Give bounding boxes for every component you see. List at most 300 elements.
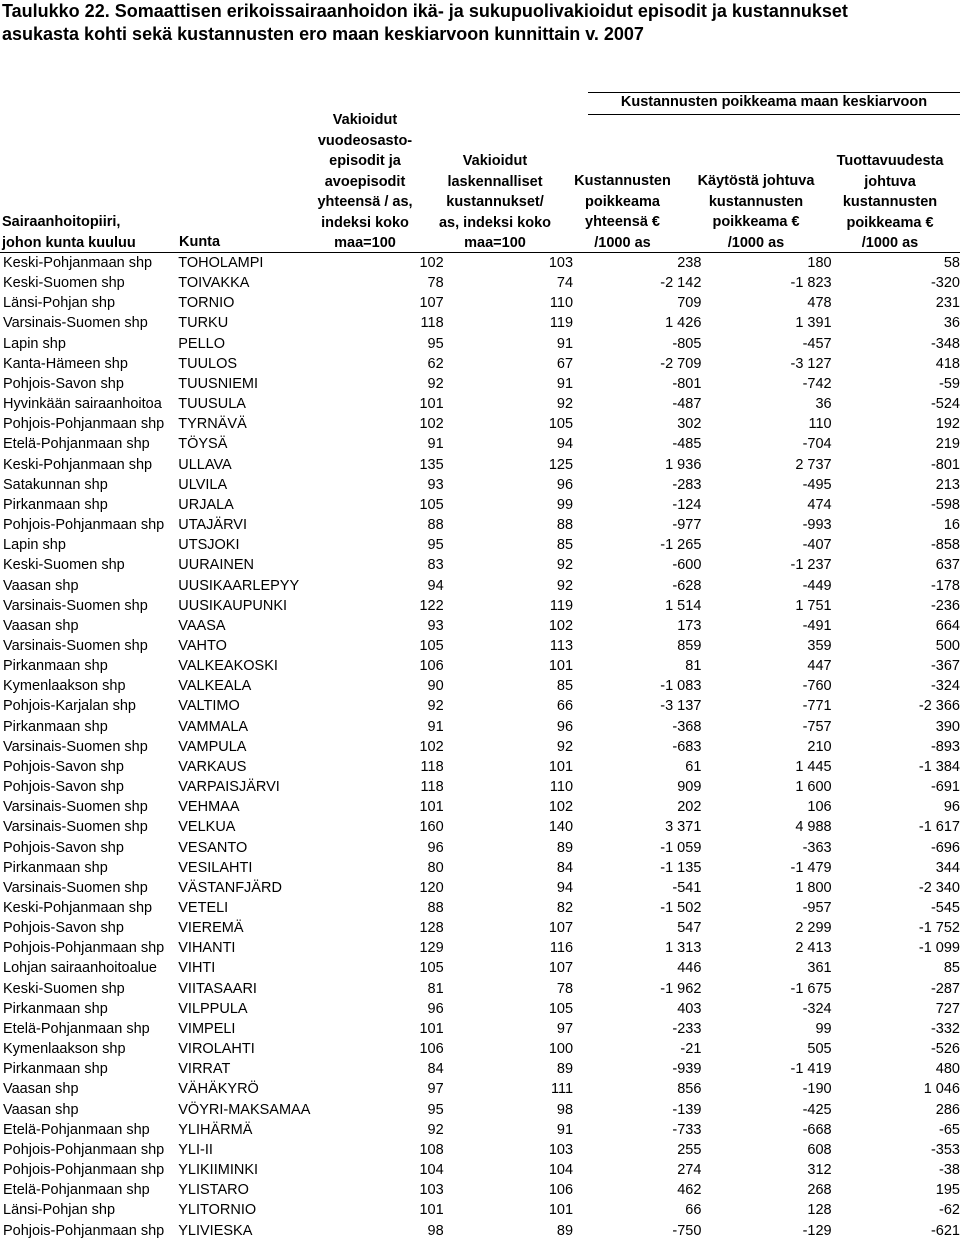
productivity-deviation-cell: -348 [930,335,960,352]
district-cell: Lohjan sairaanhoitoalue [3,960,157,977]
usage-deviation-cell: 359 [807,637,832,654]
municipality-cell: VILPPULA [178,1000,248,1017]
header-usage-deviation: Käytöstä johtuva kustannusten poikkeama € /1000 as [697,173,815,251]
municipality-cell: TOHOLAMPI [178,255,264,271]
total-deviation-cell: -1 059 [660,839,702,856]
episodes-index-cell: 83 [427,557,444,574]
municipality-cell: VESANTO [178,839,248,856]
table-row [0,1221,960,1241]
total-deviation-cell: 1 514 [665,597,702,614]
municipality-cell: ULVILA [178,476,228,493]
episodes-index-cell: 96 [427,1000,444,1017]
productivity-deviation-cell: -524 [930,396,960,413]
costs-index-cell: 140 [548,819,574,836]
episodes-index-cell: 106 [419,1041,444,1058]
usage-deviation-cell: -457 [802,335,832,352]
district-cell: Varsinais-Suomen shp [3,879,148,896]
district-cell: Pohjois-Savon shp [3,920,124,937]
table-row [0,1019,960,1039]
municipality-cell: VAASA [178,617,226,634]
district-cell: Varsinais-Suomen shp [3,799,148,816]
episodes-index-cell: 105 [419,496,444,513]
episodes-index-cell: 92 [427,375,444,392]
episodes-index-cell: 105 [419,960,444,977]
episodes-index-cell: 106 [419,658,444,675]
total-deviation-cell: 202 [677,799,702,816]
episodes-index-cell: 92 [427,698,444,715]
costs-index-cell: 67 [556,355,574,372]
productivity-deviation-cell: -178 [930,577,960,594]
district-cell: Pohjois-Savon shp [3,839,124,856]
district-cell: Länsi-Pohjan shp [3,1202,116,1219]
productivity-deviation-cell: 1 046 [923,1081,960,1098]
total-deviation-cell: 61 [685,758,702,775]
costs-index-cell: 105 [548,1000,574,1017]
table-row [0,676,960,696]
municipality-cell: TYRNÄVÄ [178,416,247,433]
district-cell: Lapin shp [3,537,66,554]
costs-index-cell: 103 [548,255,574,271]
district-cell: Etelä-Pohjanmaan shp [3,1121,150,1138]
productivity-deviation-cell: -287 [930,980,960,997]
costs-index-cell: 74 [556,275,574,292]
usage-deviation-cell: -449 [802,577,832,594]
costs-index-cell: 116 [549,940,574,957]
usage-deviation-cell: -425 [802,1101,832,1118]
header-district: Sairaanhoitopiiri, johon kunta kuuluu [2,214,136,251]
district-cell: Pohjois-Pohjanmaan shp [3,517,165,534]
table-row [0,1120,960,1140]
district-cell: Keski-Pohjanmaan shp [3,456,153,473]
total-deviation-cell: 547 [677,920,702,937]
productivity-deviation-cell: 390 [935,718,960,735]
productivity-deviation-cell: 16 [943,517,960,534]
total-deviation-cell: 3 371 [665,819,702,836]
table-row [0,434,960,454]
table-row [0,717,960,737]
usage-deviation-cell: -1 675 [790,980,832,997]
total-deviation-cell: 1 426 [665,315,702,332]
productivity-deviation-cell: 286 [935,1101,960,1118]
costs-index-cell: 89 [556,1222,574,1239]
usage-deviation-cell: 128 [807,1202,832,1219]
total-deviation-cell: -805 [672,335,702,352]
usage-deviation-cell: -742 [802,375,832,392]
district-cell: Pohjois-Savon shp [3,375,124,392]
total-deviation-cell: -1 502 [660,900,702,916]
costs-index-cell: 101 [548,658,574,675]
district-cell: Satakunnan shp [3,476,108,493]
productivity-deviation-cell: -65 [939,1121,960,1138]
usage-deviation-cell: 312 [807,1162,832,1179]
usage-deviation-cell: 478 [807,295,832,312]
costs-index-cell: 102 [548,617,574,634]
municipality-cell: VALKEALA [178,678,252,695]
municipality-cell: TOIVAKKA [178,275,250,292]
total-deviation-cell: -939 [672,1061,702,1078]
municipality-cell: VARKAUS [178,758,247,775]
productivity-deviation-cell: -38 [939,1162,960,1179]
episodes-index-cell: 103 [419,1182,444,1199]
usage-deviation-cell: -1 479 [790,859,832,876]
table-row [0,979,960,999]
episodes-index-cell: 101 [419,799,444,816]
district-cell: Pirkanmaan shp [3,1061,108,1078]
productivity-deviation-cell: 480 [935,1061,960,1078]
costs-index-cell: 94 [556,436,574,453]
episodes-index-cell: 62 [427,355,444,372]
episodes-index-cell: 92 [427,1121,444,1138]
table-row [0,757,960,777]
district-cell: Vaasan shp [3,617,79,634]
costs-index-cell: 96 [556,476,574,493]
total-deviation-cell: -139 [672,1101,702,1118]
total-deviation-cell: 709 [677,295,702,312]
district-cell: Kymenlaakson shp [3,1041,126,1058]
usage-deviation-cell: -129 [802,1222,832,1239]
total-deviation-cell: 859 [677,637,702,654]
productivity-deviation-cell: -2 340 [918,879,960,896]
productivity-deviation-cell: -1 099 [918,940,960,957]
episodes-index-cell: 108 [419,1141,444,1158]
district-cell: Pohjois-Pohjanmaan shp [3,416,165,433]
costs-index-cell: 106 [548,1182,574,1199]
table-row [0,838,960,858]
usage-deviation-cell: 2 413 [795,940,832,957]
episodes-index-cell: 84 [427,1061,444,1078]
costs-index-cell: 91 [556,1121,574,1138]
total-deviation-cell: -750 [672,1222,702,1239]
usage-deviation-cell: 361 [807,960,832,977]
municipality-cell: VESILAHTI [178,859,253,876]
municipality-cell: YLISTARO [178,1182,249,1199]
productivity-deviation-cell: -1 752 [918,920,960,937]
productivity-deviation-cell: 85 [943,960,960,977]
usage-deviation-cell: -1 419 [790,1061,832,1078]
total-deviation-cell: 255 [677,1141,702,1158]
costs-index-cell: 94 [556,879,574,896]
productivity-deviation-cell: -2 366 [918,698,960,715]
episodes-index-cell: 95 [427,537,444,554]
table-row [0,414,960,434]
episodes-index-cell: 101 [419,1202,444,1219]
productivity-deviation-cell: -1 617 [918,819,960,836]
table-row [0,858,960,878]
total-deviation-cell: -21 [680,1041,702,1058]
productivity-deviation-cell: -621 [930,1222,960,1239]
table-row [0,1160,960,1180]
episodes-index-cell: 129 [419,940,444,957]
episodes-index-cell: 81 [427,980,444,997]
episodes-index-cell: 88 [427,517,444,534]
usage-deviation-cell: -495 [802,476,832,493]
costs-index-cell: 107 [548,920,574,937]
total-deviation-cell: -283 [672,476,702,493]
total-deviation-cell: -1 962 [660,980,702,997]
table-row [0,999,960,1019]
total-deviation-cell: -233 [672,1020,702,1037]
district-cell: Pohjois-Pohjanmaan shp [3,1222,165,1239]
costs-index-cell: 119 [549,315,574,332]
table-row [0,1079,960,1099]
municipality-cell: YLITORNIO [178,1202,257,1219]
usage-deviation-cell: -771 [802,698,832,715]
usage-deviation-cell: 110 [808,416,832,433]
total-deviation-cell: 81 [685,658,702,675]
usage-deviation-cell: -760 [802,678,832,695]
episodes-index-cell: 102 [419,416,444,433]
costs-index-cell: 104 [548,1162,574,1179]
costs-index-cell: 103 [548,1141,574,1158]
municipality-cell: UTSJOKI [178,537,240,554]
municipality-cell: YLIKIIMINKI [178,1162,259,1179]
episodes-index-cell: 105 [419,637,444,654]
productivity-deviation-cell: -1 384 [918,758,960,775]
episodes-index-cell: 90 [427,678,444,695]
usage-deviation-cell: -757 [802,718,832,735]
episodes-index-cell: 91 [427,718,444,735]
costs-index-cell: 88 [556,517,574,534]
table-row [0,777,960,797]
municipality-cell: UUSIKAARLEPYY [178,577,300,594]
data-table [0,253,960,1241]
municipality-cell: VÖYRI-MAKSAMAA [178,1101,311,1118]
episodes-index-cell: 107 [419,295,444,312]
usage-deviation-cell: 1 600 [795,779,832,796]
district-cell: Hyvinkään sairaanhoitoa [3,396,162,413]
district-cell: Pohjois-Karjalan shp [3,698,136,715]
costs-index-cell: 125 [548,456,574,473]
municipality-cell: YLI-II [178,1141,213,1158]
usage-deviation-cell: -993 [802,517,832,534]
usage-deviation-cell: -704 [802,436,832,453]
productivity-deviation-cell: -858 [930,537,960,554]
total-deviation-cell: -485 [672,436,702,453]
table-row [0,696,960,716]
productivity-deviation-cell: 192 [935,416,960,433]
total-deviation-cell: -733 [672,1121,702,1138]
municipality-cell: PELLO [178,335,225,352]
usage-deviation-cell: 608 [807,1141,832,1158]
district-cell: Pohjois-Pohjanmaan shp [3,1162,165,1179]
total-deviation-cell: 238 [677,255,702,271]
usage-deviation-cell: -668 [802,1121,832,1138]
total-deviation-cell: -801 [672,375,702,392]
table-row [0,535,960,555]
table-row [0,1059,960,1079]
total-deviation-cell: -541 [672,879,702,896]
costs-index-cell: 113 [549,637,574,654]
costs-index-cell: 111 [551,1081,574,1098]
costs-index-cell: 98 [556,1101,574,1118]
municipality-cell: YLIVIESKA [178,1222,253,1239]
costs-index-cell: 107 [548,960,574,977]
table-row [0,515,960,535]
productivity-deviation-cell: -893 [930,738,960,755]
episodes-index-cell: 91 [427,436,444,453]
costs-index-cell: 96 [556,718,574,735]
total-deviation-cell: 173 [677,617,702,634]
productivity-deviation-cell: 219 [935,436,960,453]
municipality-cell: YLIHÄRMÄ [178,1121,253,1138]
total-deviation-cell: -600 [672,557,702,574]
table-row [0,455,960,475]
table-row [0,1180,960,1200]
episodes-index-cell: 104 [419,1162,444,1179]
table-row [0,636,960,656]
table-row [0,354,960,374]
total-deviation-cell: -1 083 [660,678,702,695]
district-cell: Pohjois-Pohjanmaan shp [3,1141,165,1158]
district-cell: Varsinais-Suomen shp [3,637,148,654]
total-deviation-cell: -368 [672,718,702,735]
cost-deviation-group-header: Kustannusten poikkeama maan keskiarvoon [588,92,960,115]
costs-index-cell: 92 [556,577,574,594]
table-row [0,1039,960,1059]
costs-index-cell: 101 [548,758,574,775]
municipality-cell: VIRRAT [178,1061,231,1078]
productivity-deviation-cell: 418 [935,355,960,372]
usage-deviation-cell: -363 [802,839,832,856]
total-deviation-cell: -124 [672,496,702,513]
district-cell: Pirkanmaan shp [3,718,108,735]
costs-index-cell: 110 [549,295,574,312]
episodes-index-cell: 96 [427,839,444,856]
district-cell: Etelä-Pohjanmaan shp [3,1182,150,1199]
page-title: Taulukko 22. Somaattisen erikoissairaanhoidon ikä- ja sukupuolivakioidut episodit ja kustannukset asukasta kohti sekä kustannusten ero maan keskiarvoon kunnittain v. 2007 [2,1,848,44]
costs-index-cell: 119 [549,597,574,614]
municipality-cell: VEHMAA [178,799,240,816]
total-deviation-cell: -628 [672,577,702,594]
table-row [0,1100,960,1120]
header-costs-index: Vakioidut laskennalliset kustannukset/ as, indeksi koko maa=100 [438,153,552,251]
costs-index-cell: 100 [548,1041,574,1058]
municipality-cell: VÄHÄKYRÖ [178,1081,259,1098]
productivity-deviation-cell: -324 [930,678,960,695]
usage-deviation-cell: 2 299 [795,920,832,937]
municipality-cell: TORNIO [178,295,235,312]
episodes-index-cell: 93 [427,617,444,634]
episodes-index-cell: 160 [419,819,444,836]
municipality-cell: VARPAISJÄRVI [178,779,280,796]
total-deviation-cell: 66 [685,1202,702,1219]
municipality-cell: VALKEAKOSKI [178,658,278,675]
productivity-deviation-cell: 58 [943,255,960,271]
total-deviation-cell: 302 [677,416,702,433]
municipality-cell: VAMPULA [178,738,247,755]
total-deviation-cell: -487 [672,396,702,413]
usage-deviation-cell: 268 [807,1182,832,1199]
district-cell: Pohjois-Savon shp [3,779,124,796]
district-cell: Pohjois-Pohjanmaan shp [3,940,165,957]
productivity-deviation-cell: -598 [930,496,960,513]
header-total-deviation: Kustannusten poikkeama yhteensä € /1000 as [574,173,671,251]
costs-index-cell: 92 [556,738,574,755]
district-cell: Vaasan shp [3,577,79,594]
productivity-deviation-cell: 96 [943,799,960,816]
usage-deviation-cell: 210 [807,738,832,755]
costs-index-cell: 92 [556,557,574,574]
costs-index-cell: 110 [549,779,574,796]
episodes-index-cell: 95 [427,335,444,352]
episodes-index-cell: 120 [419,879,444,896]
costs-index-cell: 85 [556,678,574,695]
district-cell: Pirkanmaan shp [3,658,108,675]
district-cell: Lapin shp [3,335,66,352]
district-cell: Etelä-Pohjanmaan shp [3,1020,150,1037]
costs-index-cell: 92 [556,396,574,413]
table-row [0,878,960,898]
productivity-deviation-cell: -801 [930,456,960,473]
costs-index-cell: 66 [556,698,574,715]
table-row [0,313,960,333]
table-row [0,273,960,293]
total-deviation-cell: -3 137 [660,698,702,715]
costs-index-cell: 89 [556,839,574,856]
municipality-cell: ULLAVA [178,456,232,473]
productivity-deviation-cell: 213 [935,476,960,493]
table-row [0,737,960,757]
total-deviation-cell: -1 135 [660,859,702,876]
district-cell: Kanta-Hämeen shp [3,355,128,372]
usage-deviation-cell: 505 [807,1041,832,1058]
total-deviation-cell: 446 [677,960,702,977]
productivity-deviation-cell: -332 [930,1020,960,1037]
productivity-deviation-cell: -320 [930,275,960,292]
productivity-deviation-cell: -696 [930,839,960,856]
episodes-index-cell: 88 [427,900,444,916]
usage-deviation-cell: 1 445 [795,758,832,775]
usage-deviation-cell: -491 [802,617,832,634]
district-cell: Keski-Pohjanmaan shp [3,255,153,271]
total-deviation-cell: -977 [672,517,702,534]
table-row [0,918,960,938]
costs-index-cell: 89 [556,1061,574,1078]
episodes-index-cell: 102 [419,738,444,755]
municipality-cell: VAHTO [178,637,227,654]
table-row [0,797,960,817]
episodes-index-cell: 118 [420,315,444,332]
episodes-index-cell: 128 [419,920,444,937]
productivity-deviation-cell: 195 [935,1182,960,1199]
usage-deviation-cell: 1 751 [795,597,832,614]
municipality-cell: TUUSULA [178,396,246,413]
episodes-index-cell: 98 [427,1222,444,1239]
costs-index-cell: 78 [556,980,574,997]
usage-deviation-cell: -1 823 [790,275,832,292]
district-cell: Länsi-Pohjan shp [3,295,116,312]
usage-deviation-cell: 106 [807,799,832,816]
episodes-index-cell: 101 [419,396,444,413]
total-deviation-cell: 462 [677,1182,702,1199]
table-row [0,817,960,837]
municipality-cell: VIMPELI [178,1020,236,1037]
table-row [0,938,960,958]
productivity-deviation-cell: 727 [935,1000,960,1017]
table-row [0,495,960,515]
usage-deviation-cell: -1 237 [790,557,832,574]
district-cell: Varsinais-Suomen shp [3,819,148,836]
usage-deviation-cell: 99 [815,1020,832,1037]
municipality-cell: UUSIKAUPUNKI [178,597,288,614]
table-row [0,898,960,918]
table-row [0,374,960,394]
productivity-deviation-cell: 664 [935,617,960,634]
district-cell: Etelä-Pohjanmaan shp [3,436,150,453]
municipality-cell: URJALA [178,496,234,513]
total-deviation-cell: 274 [677,1162,702,1179]
usage-deviation-cell: -190 [802,1081,832,1098]
